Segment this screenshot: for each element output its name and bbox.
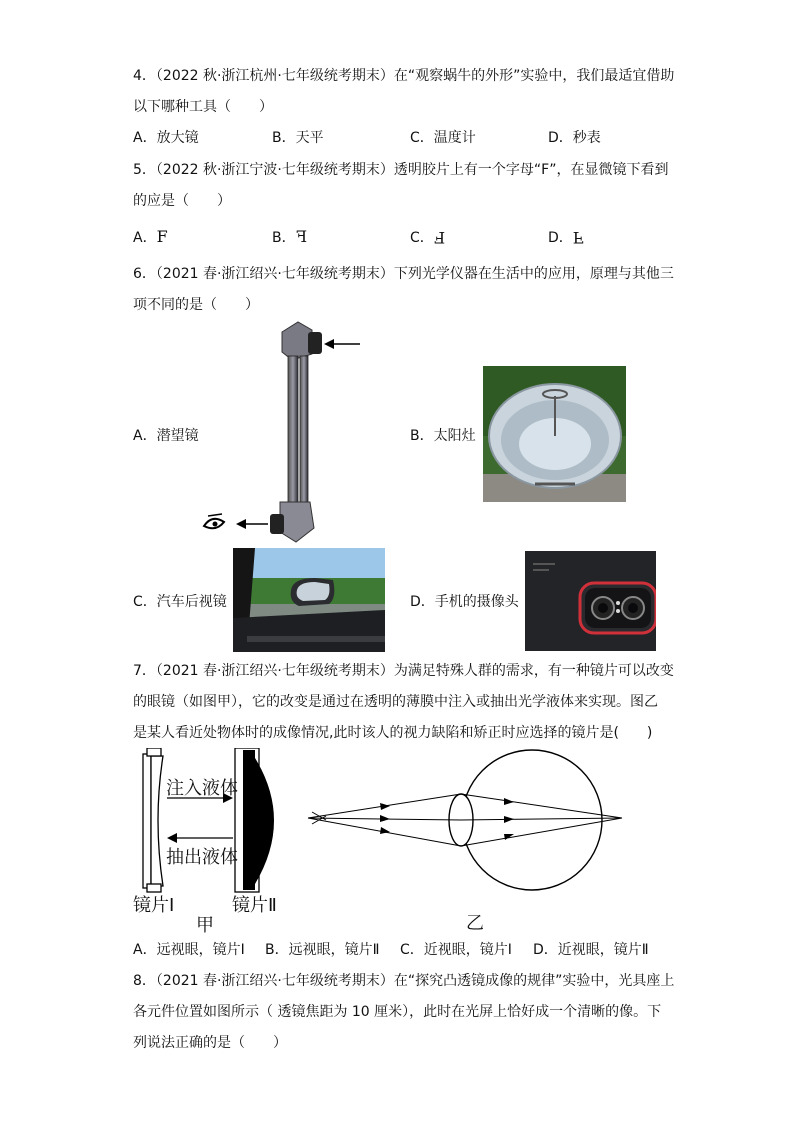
q6-stem-line2: 项不同的是（ ） <box>133 297 259 313</box>
q8-stem-line3: 列说法正确的是（ ） <box>133 1035 287 1051</box>
q7-option-b[interactable]: B．远视眼，镜片Ⅱ <box>265 942 380 958</box>
adjustable-lens-figure <box>133 748 293 894</box>
q6-option-a[interactable]: A．潜望镜 <box>133 428 199 444</box>
q7-stem-line2: 的眼镜（如图甲），它的改变是通过在透明的薄膜中注入或抽出光学液体来实现。图乙 <box>133 694 658 710</box>
eye-diagram-figure <box>300 748 640 894</box>
q6-option-d[interactable]: D．手机的摄像头 <box>410 594 519 610</box>
q7-stem-line3: 是某人看近处物体时的成像情况,此时该人的视力缺陷和矫正时应选择的镜片是( ) <box>133 725 653 741</box>
q6-option-c[interactable]: C．汽车后视镜 <box>133 594 227 610</box>
q4-option-d[interactable]: D．秒表 <box>548 130 601 146</box>
q6-stem-line1: 6．（2021 春·浙江绍兴·七年级统考期末）下列光学仪器在生活中的应用，原理与其他三 <box>133 266 674 282</box>
q5-option-c[interactable] <box>410 227 445 248</box>
f-inverted-glyph: F <box>572 228 584 247</box>
q4-stem-line1: 4．（2022 秋·浙江杭州·七年级统考期末）在“观察蜗牛的外形”实验中，我们最适宜借助 <box>133 68 675 84</box>
car-mirror-photo <box>233 548 385 652</box>
solar-cooker-photo <box>483 366 626 502</box>
q5-option-c-prefix: C． <box>410 230 434 246</box>
q5-option-b-prefix: B． <box>272 230 296 246</box>
lens-2-label: 镜片Ⅱ <box>232 895 277 916</box>
q5-stem-line2: 的应是（ ） <box>133 193 231 209</box>
q5-stem-line1: 5．（2022 秋·浙江宁波·七年级统考期末）透明胶片上有一个字母“F”，在显微镜下看到 <box>133 162 669 178</box>
extract-liquid-label: 抽出液体 <box>166 847 238 868</box>
q8-stem-line2: 各元件位置如图所示（ 透镜焦距为 10 厘米），此时在光屏上恰好成一个清晰的像。下 <box>133 1004 662 1020</box>
q7-option-d[interactable]: D．近视眼，镜片Ⅱ <box>533 942 649 958</box>
lens-1-label: 镜片Ⅰ <box>133 895 175 916</box>
f-upright-glyph: F <box>156 227 168 246</box>
q5-option-a-prefix: A． <box>133 230 157 246</box>
q6-option-b[interactable]: B．太阳灶 <box>410 428 476 444</box>
figure-yi-label: 乙 <box>466 913 484 934</box>
q5-option-d[interactable] <box>548 227 584 248</box>
q4-option-b[interactable]: B．天平 <box>272 130 324 146</box>
q5-option-b[interactable] <box>272 227 307 248</box>
phone-camera-photo <box>525 551 656 651</box>
q5-option-a[interactable] <box>133 227 168 248</box>
figure-jia-label: 甲 <box>196 915 214 936</box>
q7-option-a[interactable]: A．远视眼，镜片Ⅰ <box>133 942 245 958</box>
periscope-figure <box>200 318 370 546</box>
f-flipped-glyph: F <box>433 228 445 247</box>
inject-liquid-label: 注入液体 <box>166 778 238 799</box>
q5-option-d-prefix: D． <box>548 230 573 246</box>
q4-stem-line2: 以下哪种工具（ ） <box>133 99 273 115</box>
q4-option-a[interactable]: A．放大镜 <box>133 130 199 146</box>
q7-option-c[interactable]: C．近视眼，镜片Ⅰ <box>400 942 512 958</box>
q7-stem-line1: 7．（2021 春·浙江绍兴·七年级统考期末）为满足特殊人群的需求，有一种镜片可以改变 <box>133 663 674 679</box>
f-rotated-glyph: F <box>295 227 307 246</box>
q8-stem-line1: 8．（2021 春·浙江绍兴·七年级统考期末）在“探究凸透镜成像的规律”实验中，光具座上 <box>133 973 675 989</box>
q4-option-c[interactable]: C．温度计 <box>410 130 476 146</box>
